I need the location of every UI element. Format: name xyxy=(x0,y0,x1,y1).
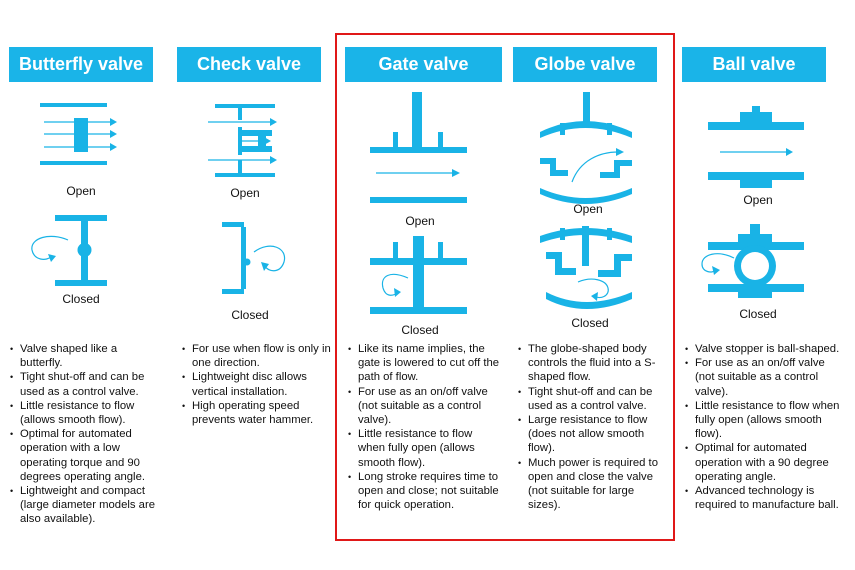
globe-column xyxy=(510,0,680,570)
check-closed-diagram xyxy=(170,0,340,310)
ball-column xyxy=(680,0,855,570)
list-item: • Tight shut-off and can be used as a control valve. xyxy=(518,385,668,413)
butterfly-points xyxy=(10,342,160,527)
butterfly-closed-label: Closed xyxy=(62,292,100,306)
gate-closed-diagram xyxy=(340,0,510,330)
globe-closed-label: Closed xyxy=(571,316,609,330)
check-header: Check valve xyxy=(177,47,321,82)
list-item: • Lightweight disc allows vertical installation. xyxy=(182,370,338,398)
list-item: • Little resistance to flow when fully open (allows smooth flow). xyxy=(685,399,845,442)
gate-header: Gate valve xyxy=(345,47,502,82)
ball-closed-label: Closed xyxy=(739,307,777,321)
list-item: • Little resistance to flow (allows smooth flow). xyxy=(10,399,160,427)
globe-closed-diagram xyxy=(510,0,680,320)
ball-header: Ball valve xyxy=(682,47,826,82)
check-points xyxy=(182,342,338,427)
list-item: • Lightweight and compact (large diameter models are also available). xyxy=(10,484,160,527)
butterfly-header: Butterfly valve xyxy=(9,47,153,82)
list-item: • Little resistance to flow when fully open (allows smooth flow). xyxy=(348,427,500,470)
check-closed-label: Closed xyxy=(231,308,269,322)
list-item: • Valve stopper is ball-shaped. xyxy=(685,342,845,356)
check-column xyxy=(170,0,340,570)
ball-open-label: Open xyxy=(743,193,773,207)
globe-header: Globe valve xyxy=(513,47,657,82)
check-open-label: Open xyxy=(230,186,260,200)
list-item: • Large resistance to flow (does not allow smooth flow). xyxy=(518,413,668,456)
gate-column xyxy=(340,0,510,570)
list-item: • For use when flow is only in one direction. xyxy=(182,342,338,370)
gate-closed-label: Closed xyxy=(401,323,439,337)
butterfly-closed-diagram xyxy=(0,0,170,300)
globe-points xyxy=(518,342,668,512)
list-item: • For use as an on/off valve (not suitable as a control valve). xyxy=(685,356,845,399)
list-item: • Optimal for automated operation with a low operating torque and 90 degrees operating angle. xyxy=(10,427,160,484)
gate-open-label: Open xyxy=(405,214,435,228)
list-item: • Much power is required to open and close the valve (not suitable for large sizes). xyxy=(518,456,668,513)
list-item: • Tight shut-off and can be used as a control valve. xyxy=(10,370,160,398)
globe-open-label: Open xyxy=(573,202,603,216)
ball-points xyxy=(685,342,845,512)
list-item: • The globe-shaped body controls the fluid into a S-shaped flow. xyxy=(518,342,668,385)
list-item: • Like its name implies, the gate is lowered to cut off the path of flow. xyxy=(348,342,500,385)
butterfly-column xyxy=(0,0,170,570)
list-item: • Valve shaped like a butterfly. xyxy=(10,342,160,370)
gate-points xyxy=(348,342,500,512)
ball-closed-diagram xyxy=(680,0,855,310)
list-item: • Advanced technology is required to manufacture ball. xyxy=(685,484,845,512)
list-item: • High operating speed prevents water hammer. xyxy=(182,399,338,427)
butterfly-open-label: Open xyxy=(66,184,96,198)
list-item: • For use as an on/off valve (not suitable as a control valve). xyxy=(348,385,500,428)
list-item: • Optimal for automated operation with a 90 degree operating angle. xyxy=(685,441,845,484)
list-item: • Long stroke requires time to open and close; not suitable for quick operation. xyxy=(348,470,500,513)
